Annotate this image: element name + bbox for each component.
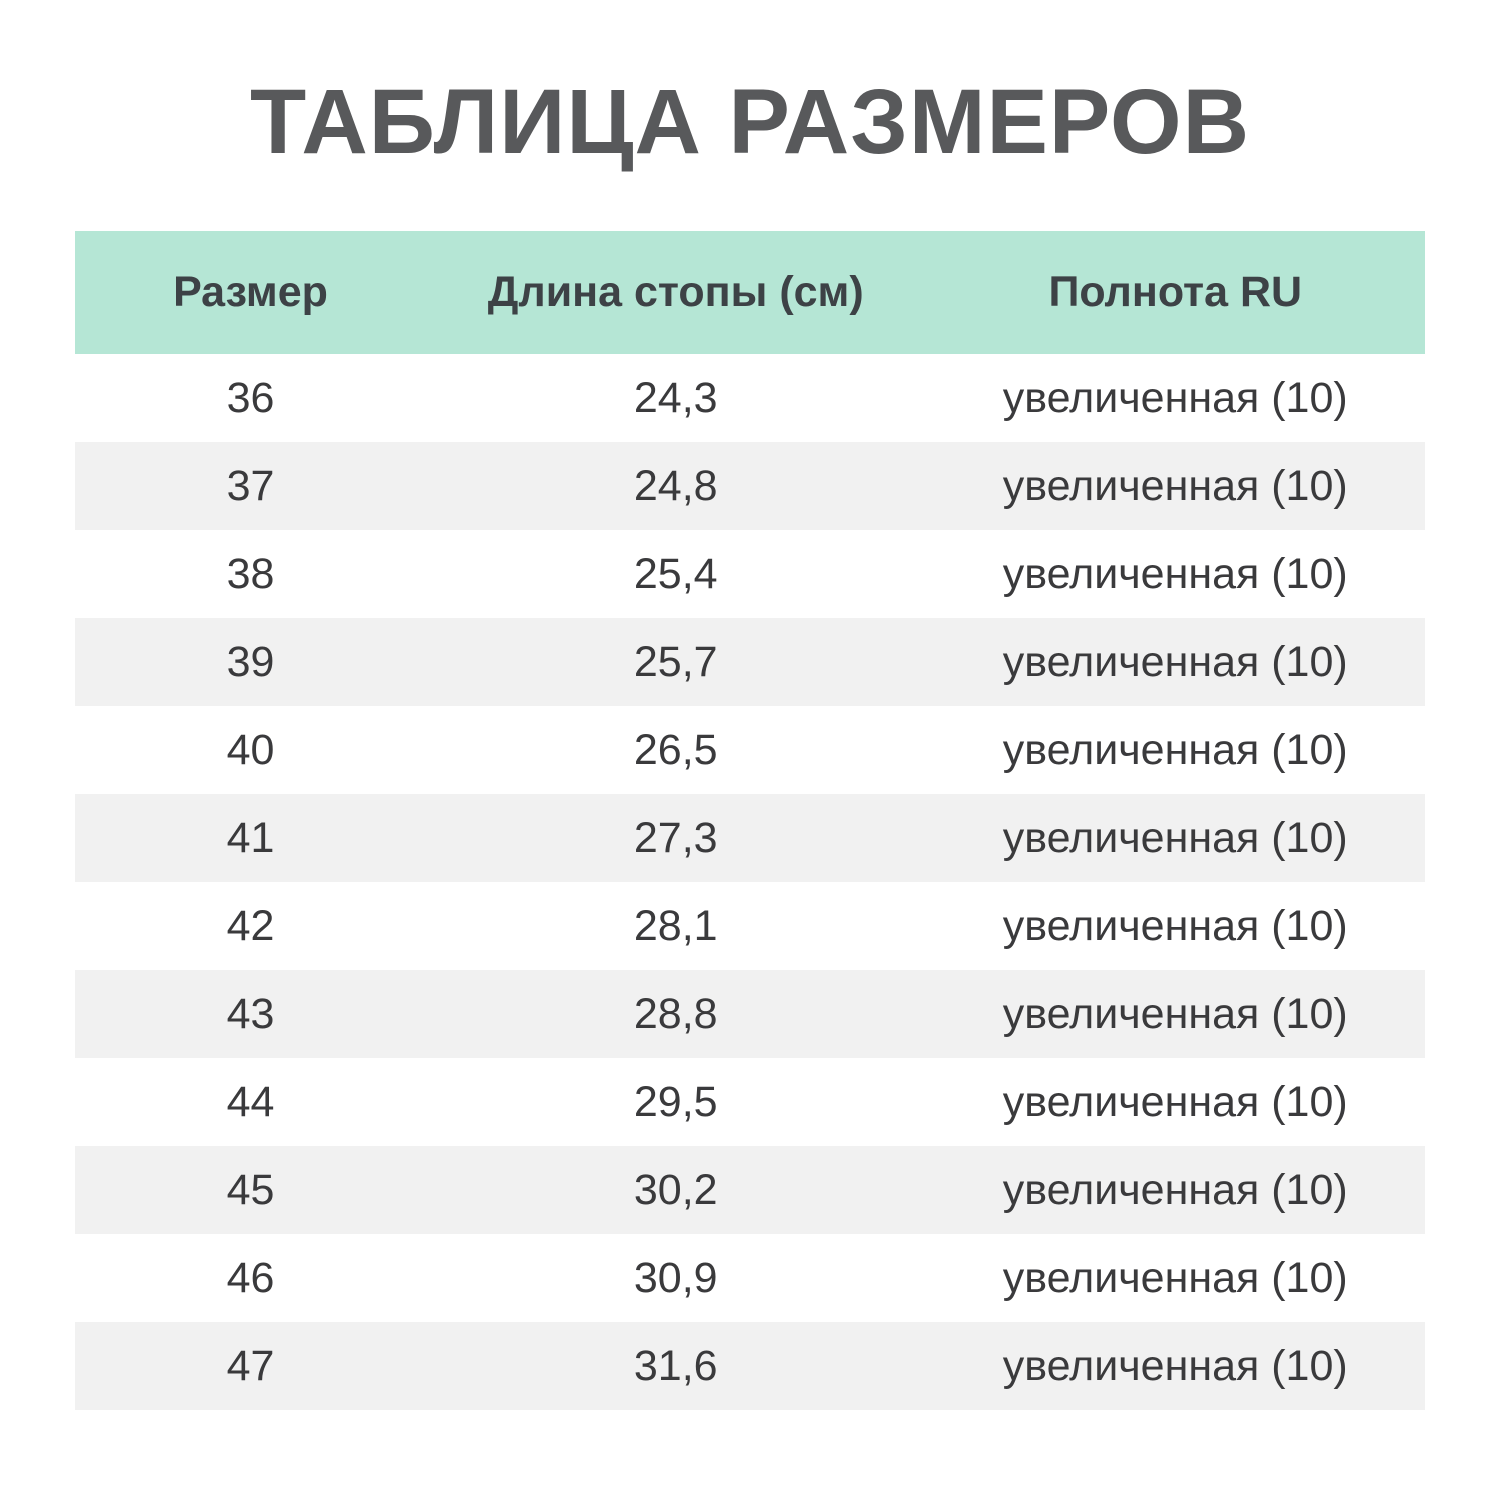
size-cell: 36: [226, 373, 275, 422]
table-row: [75, 618, 1425, 706]
width-cell: увеличенная (10): [1002, 1077, 1348, 1126]
foot-length-cell: 24,8: [633, 461, 718, 510]
table-row: [75, 442, 1425, 530]
table-row: [75, 794, 1425, 882]
table-row: [75, 882, 1425, 970]
width-cell: увеличенная (10): [1002, 725, 1348, 774]
column-header-size: Размер: [173, 268, 328, 317]
column-header-width: Полнота RU: [1048, 268, 1303, 317]
width-cell: увеличенная (10): [1002, 637, 1348, 686]
width-cell: увеличенная (10): [1002, 989, 1348, 1038]
table-row: [75, 1058, 1425, 1146]
foot-length-cell: 28,1: [633, 901, 718, 950]
size-table: [75, 231, 1425, 1410]
column-header-foot-length: Длина стопы (см): [487, 268, 864, 317]
width-cell: увеличенная (10): [1002, 461, 1348, 510]
size-cell: 43: [226, 989, 275, 1038]
width-cell: увеличенная (10): [1002, 813, 1348, 862]
size-cell: 41: [226, 813, 275, 862]
table-body: [75, 354, 1425, 1410]
width-cell: увеличенная (10): [1002, 901, 1348, 950]
foot-length-cell: 24,3: [633, 373, 718, 422]
size-cell: 42: [226, 901, 275, 950]
foot-length-cell: 26,5: [633, 725, 718, 774]
table-header-row: [75, 231, 1425, 354]
table-row: [75, 530, 1425, 618]
foot-length-cell: 29,5: [633, 1077, 718, 1126]
size-cell: 47: [226, 1341, 275, 1390]
foot-length-cell: 27,3: [633, 813, 718, 862]
foot-length-cell: 31,6: [633, 1341, 718, 1390]
page-title: ТАБЛИЦА РАЗМЕРОВ: [249, 71, 1251, 173]
size-cell: 40: [226, 725, 275, 774]
width-cell: увеличенная (10): [1002, 549, 1348, 598]
foot-length-cell: 30,2: [633, 1165, 718, 1214]
size-cell: 39: [226, 637, 275, 686]
foot-length-cell: 28,8: [633, 989, 718, 1038]
size-cell: 37: [226, 461, 275, 510]
width-cell: увеличенная (10): [1002, 1165, 1348, 1214]
foot-length-cell: 25,7: [633, 637, 718, 686]
width-cell: увеличенная (10): [1002, 1341, 1348, 1390]
width-cell: увеличенная (10): [1002, 1253, 1348, 1302]
table-row: [75, 970, 1425, 1058]
table-row: [75, 354, 1425, 442]
table-row: [75, 706, 1425, 794]
table-row: [75, 1146, 1425, 1234]
foot-length-cell: 25,4: [633, 549, 718, 598]
width-cell: увеличенная (10): [1002, 373, 1348, 422]
size-cell: 38: [226, 549, 275, 598]
size-cell: 45: [226, 1165, 275, 1214]
foot-length-cell: 30,9: [633, 1253, 718, 1302]
size-cell: 44: [226, 1077, 275, 1126]
table-row: [75, 1322, 1425, 1410]
table-row: [75, 1234, 1425, 1322]
size-cell: 46: [226, 1253, 275, 1302]
